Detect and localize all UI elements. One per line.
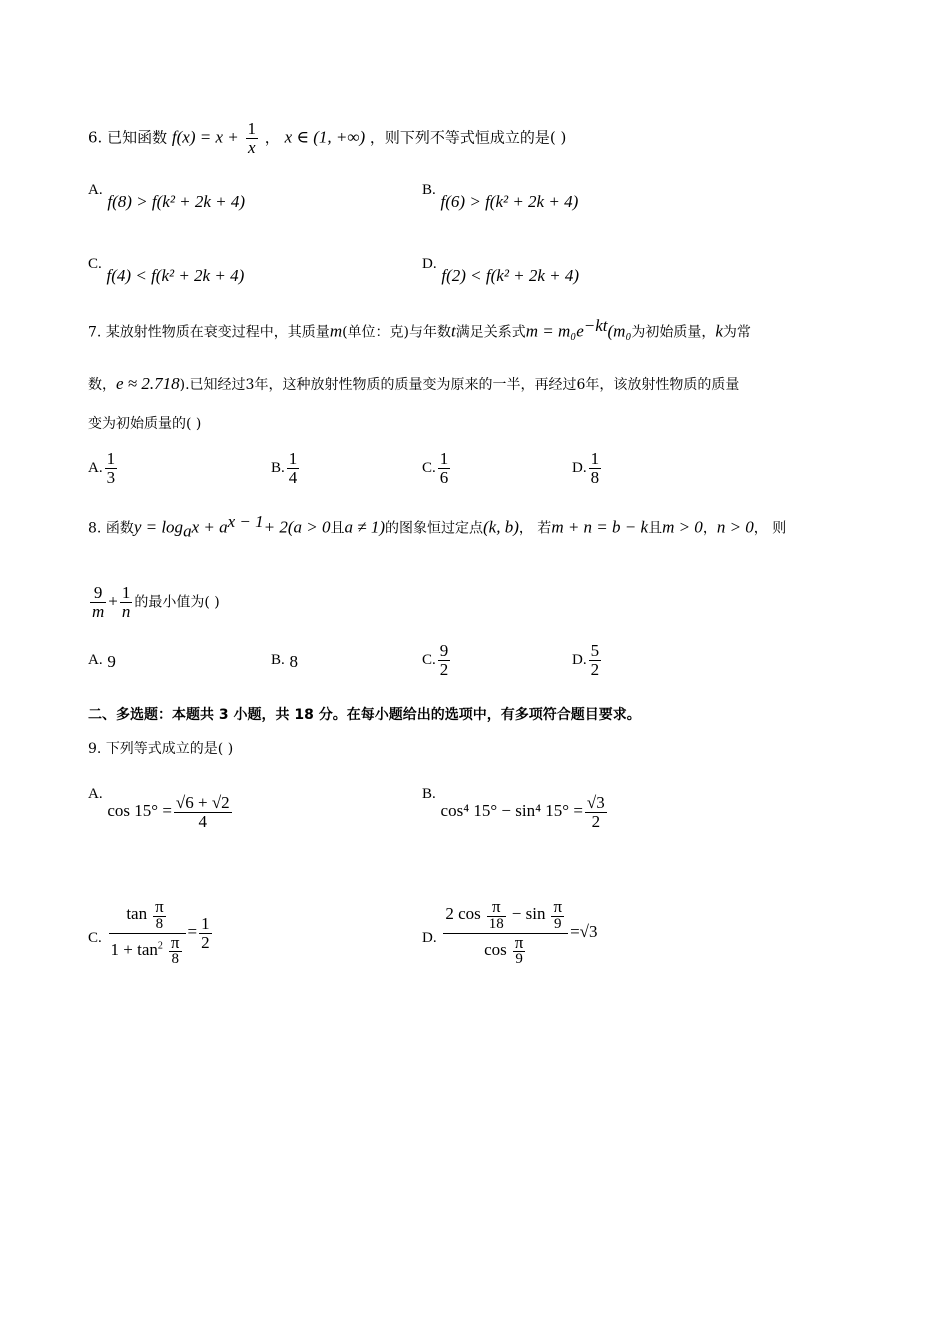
- section-heading: 二、多选题：本题共 3 小题，共 18 分。在每小题给出的选项中，有多项符合题目要求。: [88, 707, 641, 723]
- q6-option-d[interactable]: D. f(2) < f(k² + 2k + 4): [422, 256, 580, 285]
- q7-option-a[interactable]: A. $\frac{1}{3}$: [88, 449, 116, 487]
- q6-option-c[interactable]: C. f(4) < f(k² + 2k + 4): [88, 256, 245, 285]
- q7-option-c[interactable]: C. $\frac{1}{6}$: [422, 449, 449, 487]
- q6-stem: 6. 已知函数 f(x) = x + $\frac{1}{x}$ ， x ∈ (1, +∞) ，则下列不等式恒成立的是( ): [88, 119, 567, 157]
- q6-domain: x ∈ (1, +∞): [284, 127, 366, 147]
- q8-option-c[interactable]: C. $\frac{9}{2}$: [422, 641, 449, 679]
- q6-option-b[interactable]: B. f(6) > f(k² + 2k + 4): [422, 182, 579, 211]
- q9-option-a[interactable]: A. cos 15° = $\frac{√6 + √2}{4}$: [88, 786, 230, 831]
- q6-number: 6.: [88, 128, 103, 147]
- q8-line2: $\frac{9}{m}$ + $\frac{1}{n}$ 的最小值为( ): [92, 583, 220, 621]
- q9-stem: 9. 下列等式成立的是( ): [88, 741, 234, 757]
- q6-frac: $\frac{1}{x}$: [247, 119, 257, 157]
- q9-option-d[interactable]: D. 2 cos $\frac{\pi}{18}$ − sin $\frac{\pi}{9}$ cos $\frac{\pi}{9}$ =√3: [422, 897, 598, 968]
- q7-line3: 变为初始质量的( ): [88, 416, 202, 432]
- q8-line1: 8. 函数$y = \log_ax + a^{x - 1}+ 2(a > 0$且a ≠ 1)的图象恒过定点(k, b)， 若m + n = b − k且m > 0，n > 0， 则: [88, 512, 787, 541]
- q9-option-b[interactable]: B. cos⁴ 15° − sin⁴ 15° = $\frac{√3}{2}$: [422, 786, 605, 831]
- q7-option-b[interactable]: B. $\frac{1}{4}$: [271, 449, 298, 487]
- q6-option-a[interactable]: A. f(8) > f(k² + 2k + 4): [88, 182, 246, 211]
- q6-text-b: ，则下列不等式恒成立的是( ): [369, 128, 567, 147]
- q6-func: f(x) = x +: [171, 127, 239, 147]
- q8-option-a[interactable]: A. 9: [88, 652, 116, 671]
- q7-line1: 7. 某放射性物质在衰变过程中，其质量m(单位：克)与年数t满足关系式$m = m_0e^{-kt}(m_0$为初始质量，k为常: [88, 316, 751, 341]
- q7-line2: 数，e ≈ 2.718).已知经过3年，这种放射性物质的质量变为原来的一半，再经过6年，该放射性物质的质量: [88, 374, 740, 393]
- q9-option-c[interactable]: C. tan $\frac{\pi}{8}$ $1 + \tan^2$ $\frac{\pi}{8}$ = $\frac{1}{2}$: [88, 897, 210, 968]
- q8-option-d[interactable]: D. $\frac{5}{2}$: [572, 641, 600, 679]
- q6-text-a: 已知函数: [107, 128, 168, 147]
- q7-option-d[interactable]: D. $\frac{1}{8}$: [572, 449, 600, 487]
- q8-option-b[interactable]: B. 8: [271, 652, 299, 671]
